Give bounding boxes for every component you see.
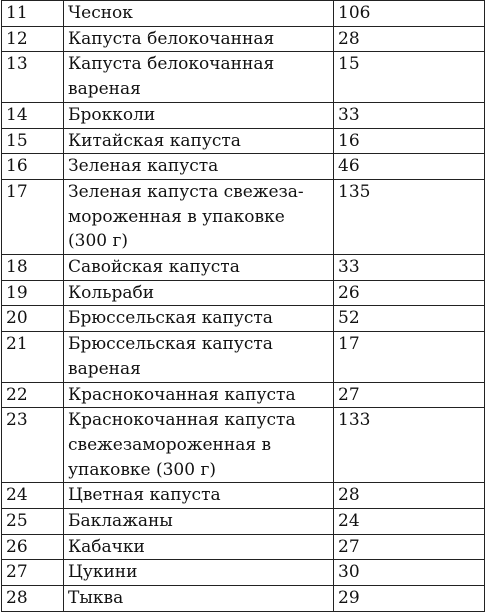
product-name: Китайская капуста <box>64 128 334 154</box>
table-row <box>2 306 485 332</box>
table-row <box>2 483 485 509</box>
row-number: 12 <box>2 26 64 52</box>
row-number: 22 <box>2 382 64 408</box>
product-value: 135 <box>334 179 485 254</box>
product-name: Цукини <box>64 560 334 586</box>
table-row <box>2 52 485 102</box>
table-body <box>2 1 485 612</box>
row-number: 25 <box>2 509 64 535</box>
table-row <box>2 560 485 586</box>
table-row <box>2 280 485 306</box>
table-row <box>2 179 485 254</box>
product-name: Брюссельская капуста вареная <box>64 332 334 382</box>
row-number: 13 <box>2 52 64 102</box>
row-number: 18 <box>2 255 64 281</box>
product-name: Капуста белокочанная <box>64 26 334 52</box>
product-value: 24 <box>334 509 485 535</box>
product-value: 52 <box>334 306 485 332</box>
product-name: Савойская капуста <box>64 255 334 281</box>
table-row <box>2 509 485 535</box>
product-value: 106 <box>334 1 485 27</box>
product-value: 29 <box>334 586 485 612</box>
table-row <box>2 154 485 180</box>
product-name: Краснокочанная капуста свежезамороженная в упаковке (300 г) <box>64 408 334 483</box>
product-value: 16 <box>334 128 485 154</box>
product-name: Цветная капуста <box>64 483 334 509</box>
row-number: 21 <box>2 332 64 382</box>
row-number: 28 <box>2 586 64 612</box>
product-name: Кольраби <box>64 280 334 306</box>
product-value: 46 <box>334 154 485 180</box>
product-value: 28 <box>334 483 485 509</box>
row-number: 16 <box>2 154 64 180</box>
row-number: 19 <box>2 280 64 306</box>
row-number: 23 <box>2 408 64 483</box>
product-value: 15 <box>334 52 485 102</box>
row-number: 26 <box>2 534 64 560</box>
row-number: 27 <box>2 560 64 586</box>
product-value: 33 <box>334 255 485 281</box>
product-name: Баклажаны <box>64 509 334 535</box>
row-number: 15 <box>2 128 64 154</box>
product-value: 28 <box>334 26 485 52</box>
table-row <box>2 332 485 382</box>
product-name: Кабачки <box>64 534 334 560</box>
product-name: Брокколи <box>64 102 334 128</box>
product-value: 27 <box>334 382 485 408</box>
product-name: Капуста белокочанная вареная <box>64 52 334 102</box>
row-number: 14 <box>2 102 64 128</box>
product-value: 33 <box>334 102 485 128</box>
table-row <box>2 26 485 52</box>
table-row <box>2 586 485 612</box>
product-value: 133 <box>334 408 485 483</box>
vegetable-table <box>1 0 485 612</box>
table-row <box>2 382 485 408</box>
product-name: Чеснок <box>64 1 334 27</box>
product-name: Краснокочанная капуста <box>64 382 334 408</box>
product-value: 26 <box>334 280 485 306</box>
table-row <box>2 255 485 281</box>
product-value: 17 <box>334 332 485 382</box>
row-number: 11 <box>2 1 64 27</box>
product-value: 30 <box>334 560 485 586</box>
product-name: Брюссельская капуста <box>64 306 334 332</box>
table-row <box>2 128 485 154</box>
product-name: Зеленая капуста свежеза-мороженная в упаковке (300 г) <box>64 179 334 254</box>
table-row <box>2 102 485 128</box>
product-value: 27 <box>334 534 485 560</box>
product-name: Зеленая капуста <box>64 154 334 180</box>
table-row <box>2 1 485 27</box>
product-name: Тыква <box>64 586 334 612</box>
row-number: 24 <box>2 483 64 509</box>
table-row <box>2 408 485 483</box>
table-row <box>2 534 485 560</box>
row-number: 17 <box>2 179 64 254</box>
row-number: 20 <box>2 306 64 332</box>
